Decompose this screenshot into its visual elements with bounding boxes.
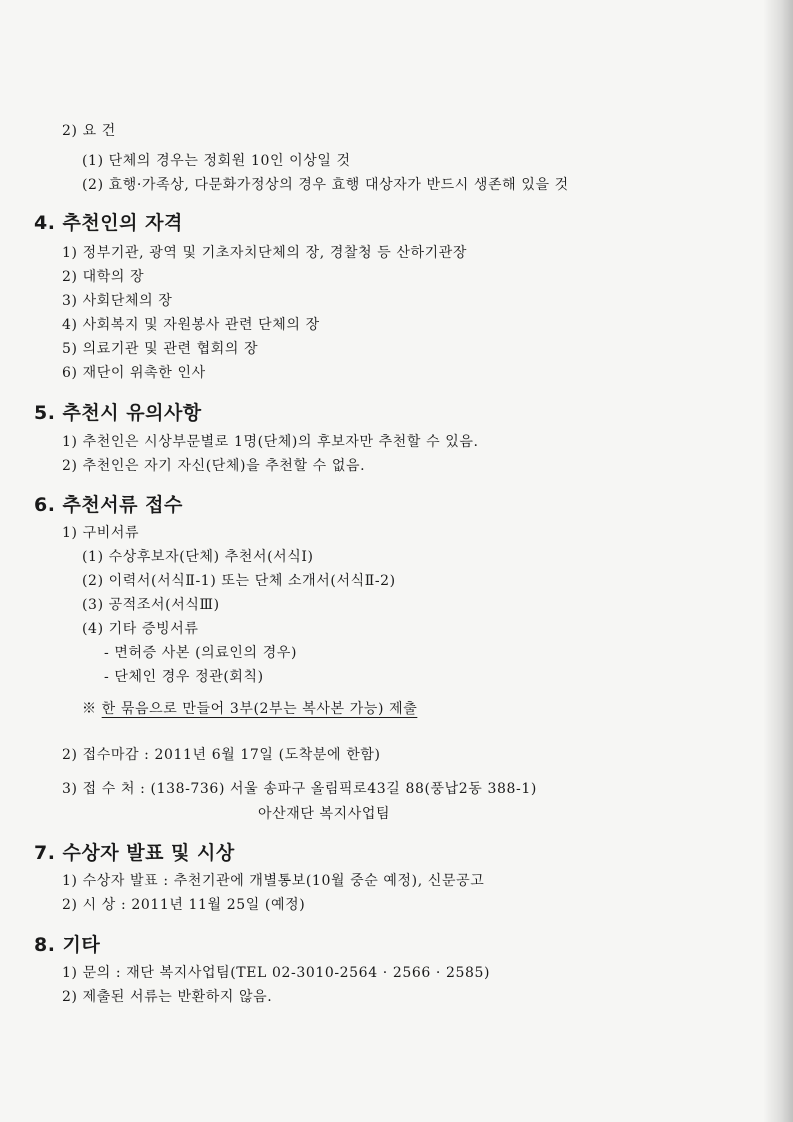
list-item: 2) 제출된 서류는 반환하지 않음. (62, 989, 273, 1005)
address-team-line: 아산재단 복지사업팀 (258, 806, 391, 822)
sub-list-item: - 면허증 사본 (의료인의 경우) (104, 645, 298, 661)
section-heading-8: 8. 기타 (34, 934, 101, 956)
list-item: (1) 수상후보자(단체) 추천서(서식Ⅰ) (82, 549, 314, 565)
list-item: (2) 효행·가족상, 다문화가정상의 경우 효행 대상자가 반드시 생존해 있을 것 (82, 177, 569, 193)
deadline-line: 2) 접수마감 : 2011년 6월 17일 (도착분에 한함) (62, 747, 381, 763)
list-item: 1) 정부기관, 광역 및 기초자치단체의 장, 경찰청 등 산하기관장 (62, 245, 468, 261)
address-line: 3) 접 수 처 : (138-736) 서울 송파구 올림픽로43길 88(풍납2동 388-1) (62, 781, 537, 797)
list-item: 2) 대학의 장 (62, 269, 145, 285)
list-item: 1) 추천인은 시상부문별로 1명(단체)의 후보자만 추천할 수 있음. (62, 434, 479, 450)
list-item: (3) 공적조서(서식Ⅲ) (82, 597, 220, 613)
scan-edge-shadow (763, 0, 793, 1122)
list-item: (2) 이력서(서식Ⅱ-1) 또는 단체 소개서(서식Ⅱ-2) (82, 573, 396, 589)
list-item: 4) 사회복지 및 자원봉사 관련 단체의 장 (62, 317, 320, 333)
list-item: (4) 기타 증빙서류 (82, 621, 199, 637)
list-item: 5) 의료기관 및 관련 협회의 장 (62, 341, 259, 357)
documents-heading: 1) 구비서류 (62, 525, 140, 541)
list-item: 3) 사회단체의 장 (62, 293, 173, 309)
list-item: 6) 재단이 위촉한 인사 (62, 365, 206, 381)
list-item: 2) 추천인은 자기 자신(단체)을 추천할 수 없음. (62, 458, 366, 474)
note-text: 한 묶음으로 만들어 3부(2부는 복사본 가능) 제출 (101, 701, 418, 717)
section-heading-5: 5. 추천시 유의사항 (34, 402, 202, 424)
section-heading-7: 7. 수상자 발표 및 시상 (34, 842, 235, 864)
sub-list-item: - 단체인 경우 정관(회칙) (104, 669, 264, 685)
submission-note (82, 698, 417, 718)
list-item: 1) 수상자 발표 : 추천기관에 개별통보(10월 중순 예정), 신문공고 (62, 873, 485, 889)
requirements-heading: 2) 요 건 (62, 123, 116, 139)
section-heading-4: 4. 추천인의 자격 (34, 212, 183, 234)
section-heading-6: 6. 추천서류 접수 (34, 494, 183, 516)
note-mark: ※ (82, 701, 97, 717)
list-item: 2) 시 상 : 2011년 11월 25일 (예정) (62, 897, 306, 913)
list-item: 1) 문의 : 재단 복지사업팀(TEL 02-3010-2564 · 2566 · 2585) (62, 965, 491, 981)
list-item: (1) 단체의 경우는 정회원 10인 이상일 것 (82, 153, 351, 169)
